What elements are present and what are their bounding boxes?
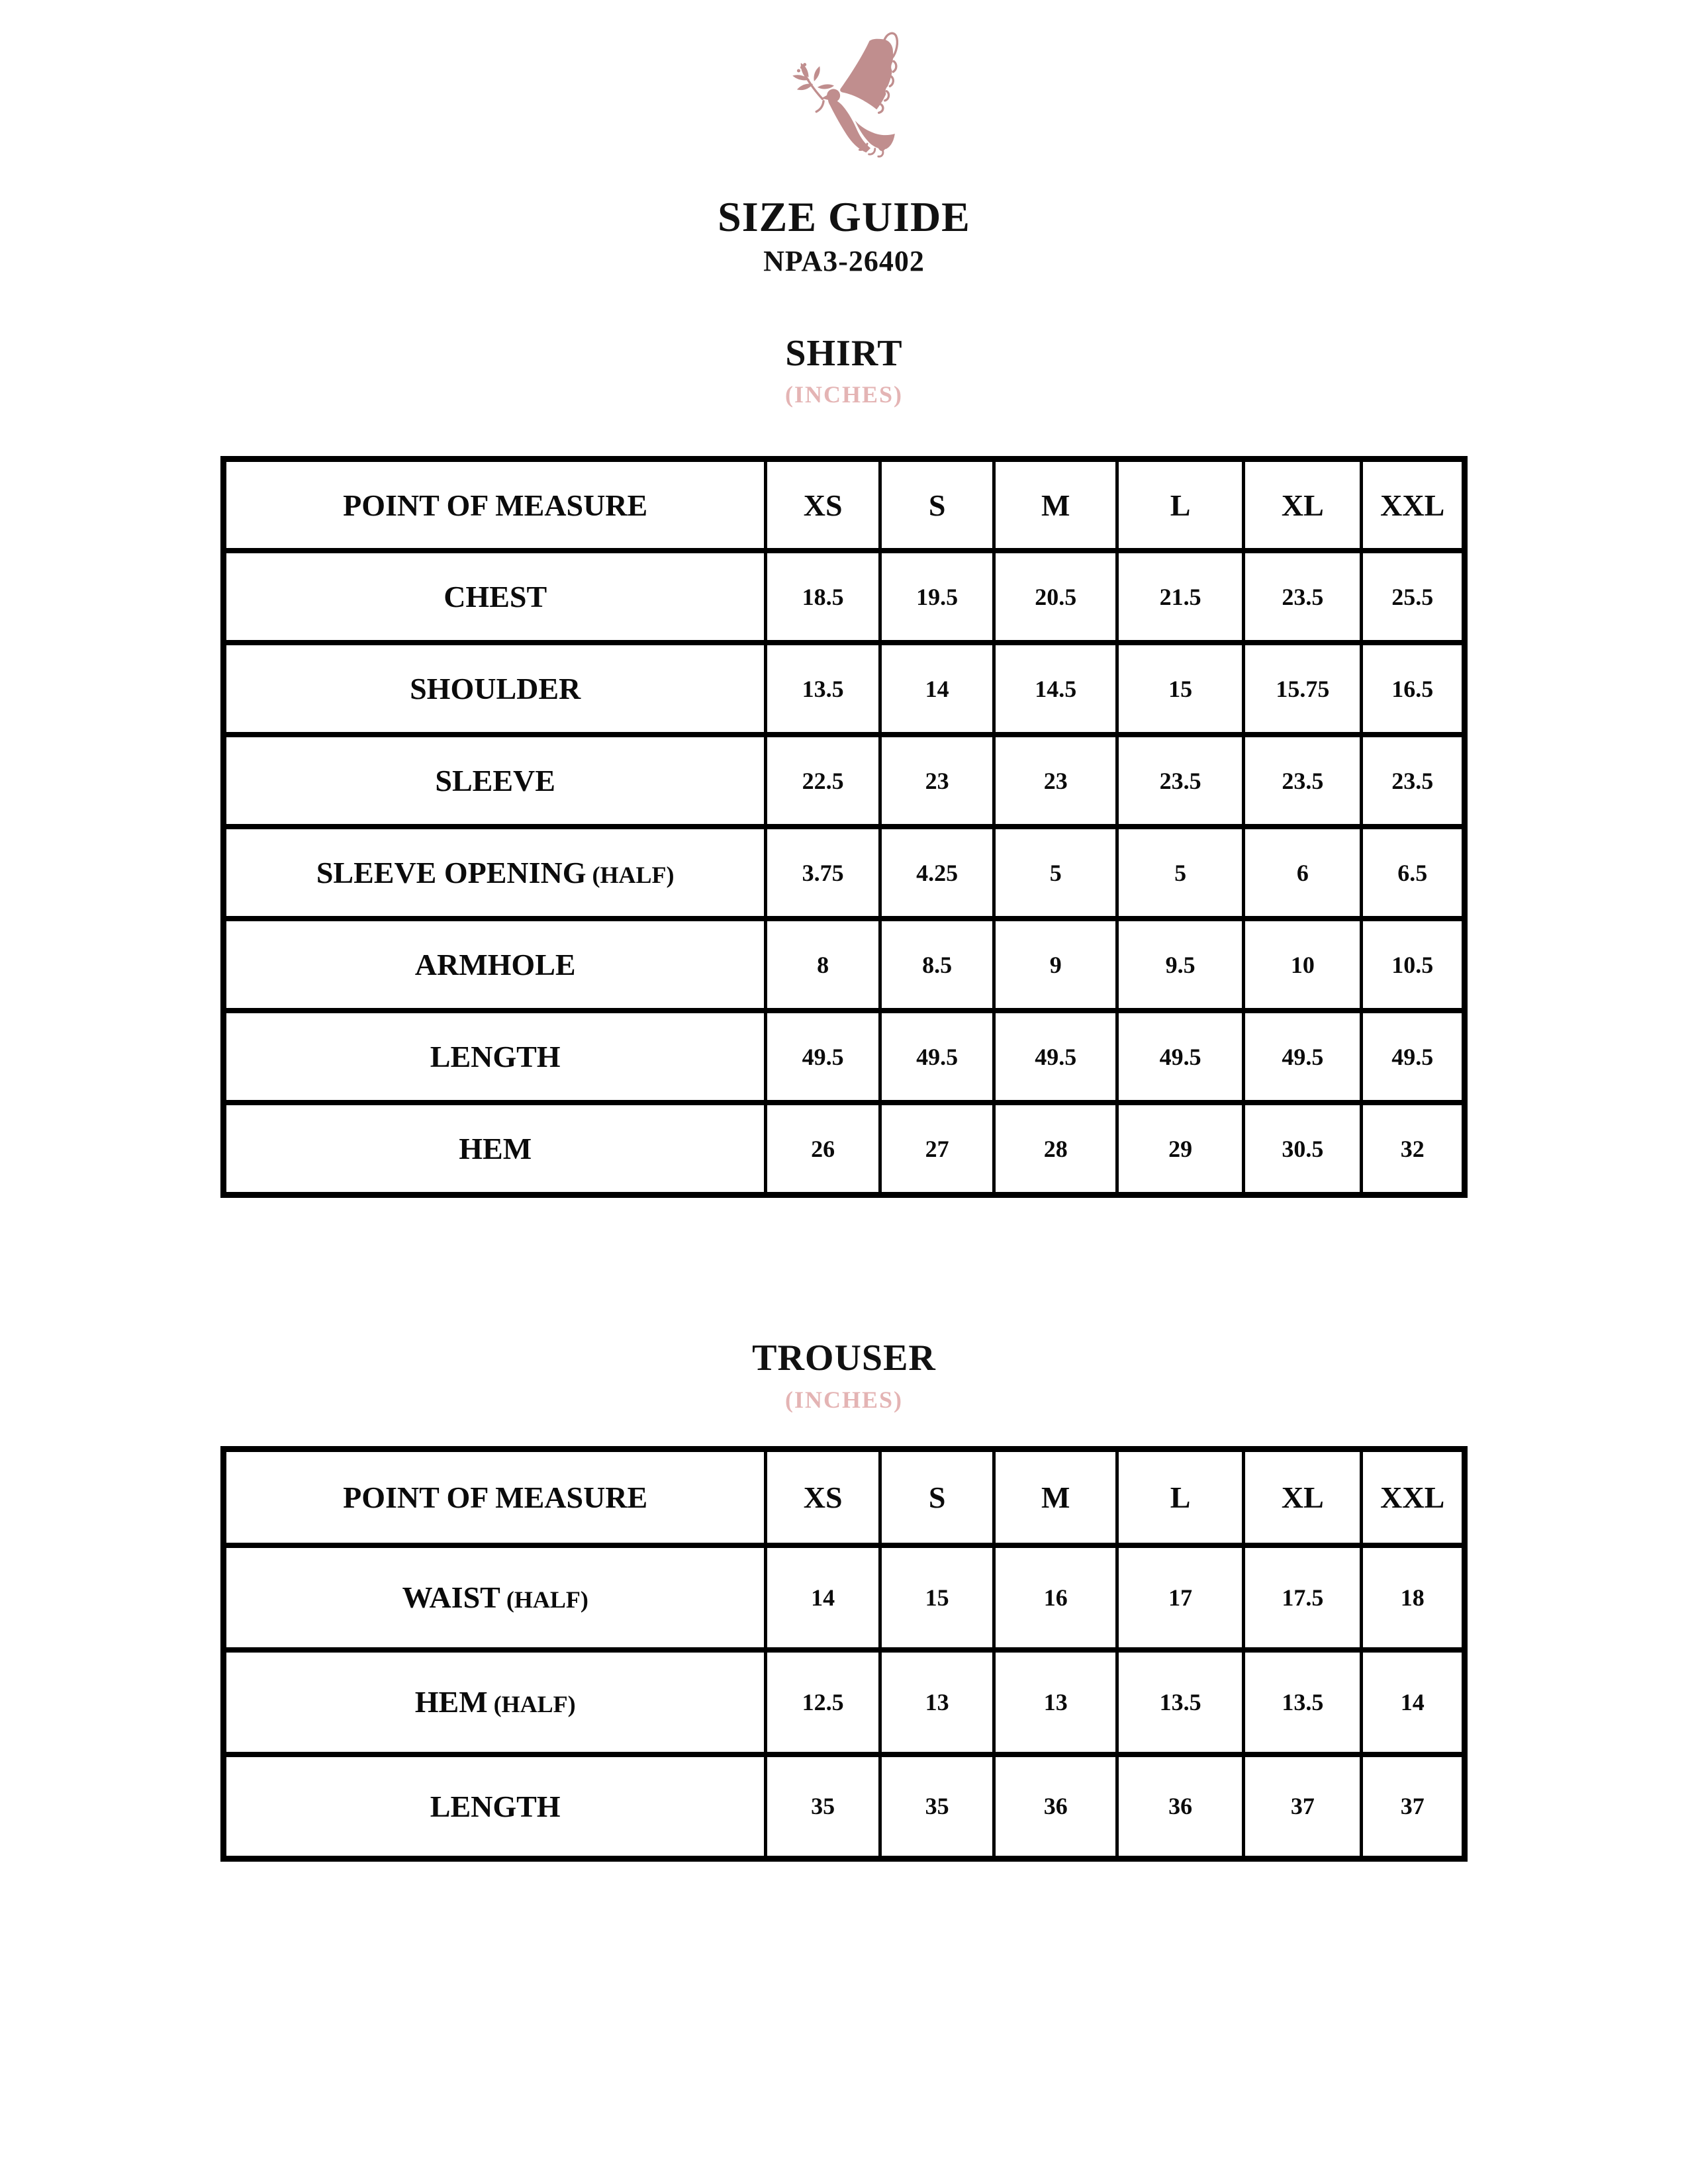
size-column-header: L: [1117, 459, 1244, 551]
size-value: 13: [994, 1650, 1117, 1754]
size-value: 49.5: [1244, 1011, 1362, 1103]
measure-row: [224, 1545, 1465, 1650]
section-title-trouser: TROUSER: [752, 1337, 936, 1379]
masthead: [0, 0, 1688, 278]
measure-row: [224, 827, 1465, 919]
page-title: SIZE GUIDE: [718, 193, 970, 240]
measure-label: WAIST (HALF): [224, 1545, 766, 1650]
section-head-trouser: [0, 1338, 1688, 1413]
size-value: 49.5: [880, 1011, 994, 1103]
size-value: 32: [1362, 1103, 1465, 1195]
size-value: 15.75: [1244, 643, 1362, 735]
size-column-header: XS: [766, 459, 880, 551]
size-value: 36: [1117, 1754, 1244, 1859]
size-value: 13.5: [1244, 1650, 1362, 1754]
size-value: 13.5: [766, 643, 880, 735]
measure-label: SLEEVE OPENING (HALF): [224, 827, 766, 919]
size-value: 35: [880, 1754, 994, 1859]
measure-label: LENGTH: [224, 1754, 766, 1859]
size-value: 6.5: [1362, 827, 1465, 919]
size-value: 10.5: [1362, 919, 1465, 1011]
size-value: 21.5: [1117, 551, 1244, 643]
size-value: 12.5: [766, 1650, 880, 1754]
size-value: 37: [1244, 1754, 1362, 1859]
size-value: 13.5: [1117, 1650, 1244, 1754]
size-value: 15: [880, 1545, 994, 1650]
size-value: 29: [1117, 1103, 1244, 1195]
size-value: 25.5: [1362, 551, 1465, 643]
measure-row: [224, 643, 1465, 735]
measure-row: [224, 1011, 1465, 1103]
measure-row: [224, 1754, 1465, 1859]
size-value: 20.5: [994, 551, 1117, 643]
size-column-header: XXL: [1362, 1449, 1465, 1545]
size-value: 9: [994, 919, 1117, 1011]
size-value: 23.5: [1117, 735, 1244, 827]
size-value: 6: [1244, 827, 1362, 919]
measure-label: SLEEVE: [224, 735, 766, 827]
size-value: 35: [766, 1754, 880, 1859]
size-value: 4.25: [880, 827, 994, 919]
size-value: 8.5: [880, 919, 994, 1011]
size-value: 16: [994, 1545, 1117, 1650]
size-value: 49.5: [1117, 1011, 1244, 1103]
measure-label: HEM (HALF): [224, 1650, 766, 1754]
size-value: 23: [994, 735, 1117, 827]
size-value: 8: [766, 919, 880, 1011]
size-value: 36: [994, 1754, 1117, 1859]
measure-label: LENGTH: [224, 1011, 766, 1103]
point-of-measure-header: POINT OF MEASURE: [224, 459, 766, 551]
section-head-shirt: [0, 334, 1688, 408]
measure-label-qualifier: (HALF): [500, 1586, 588, 1614]
trouser-size-table: [220, 1446, 1468, 1862]
size-column-header: L: [1117, 1449, 1244, 1545]
measure-row: [224, 735, 1465, 827]
size-column-header: M: [994, 459, 1117, 551]
size-value: 23.5: [1362, 735, 1465, 827]
size-value: 14: [1362, 1650, 1465, 1754]
size-column-header: S: [880, 1449, 994, 1545]
size-value: 5: [994, 827, 1117, 919]
size-value: 23: [880, 735, 994, 827]
size-column-header: M: [994, 1449, 1117, 1545]
size-column-header: S: [880, 459, 994, 551]
size-value: 18.5: [766, 551, 880, 643]
measure-row: [224, 551, 1465, 643]
unit-label-shirt: (INCHES): [784, 381, 904, 408]
size-value: 17.5: [1244, 1545, 1362, 1650]
measure-label: ARMHOLE: [224, 919, 766, 1011]
measure-row: [224, 919, 1465, 1011]
size-value: 10: [1244, 919, 1362, 1011]
dove-olive-branch-icon: [781, 26, 907, 181]
measure-label: HEM: [224, 1103, 766, 1195]
size-value: 49.5: [1362, 1011, 1465, 1103]
measure-row: [224, 1650, 1465, 1754]
measure-label: SHOULDER: [224, 643, 766, 735]
size-value: 28: [994, 1103, 1117, 1195]
measure-label-qualifier: (HALF): [487, 1691, 576, 1718]
size-value: 23.5: [1244, 551, 1362, 643]
size-value: 49.5: [766, 1011, 880, 1103]
brand-logo: [781, 26, 907, 181]
size-column-header: XS: [766, 1449, 880, 1545]
size-value: 37: [1362, 1754, 1465, 1859]
size-value: 9.5: [1117, 919, 1244, 1011]
size-value: 19.5: [880, 551, 994, 643]
size-value: 30.5: [1244, 1103, 1362, 1195]
size-value: 23.5: [1244, 735, 1362, 827]
size-value: 27: [880, 1103, 994, 1195]
product-code: NPA3-26402: [763, 245, 925, 278]
size-value: 49.5: [994, 1011, 1117, 1103]
size-value: 18: [1362, 1545, 1465, 1650]
measure-label-qualifier: (HALF): [586, 862, 675, 889]
size-column-header: XL: [1244, 1449, 1362, 1545]
size-value: 22.5: [766, 735, 880, 827]
size-value: 5: [1117, 827, 1244, 919]
measure-label: CHEST: [224, 551, 766, 643]
size-value: 14.5: [994, 643, 1117, 735]
measure-row: [224, 1103, 1465, 1195]
size-value: 17: [1117, 1545, 1244, 1650]
unit-label-trouser: (INCHES): [784, 1386, 904, 1413]
size-column-header: XL: [1244, 459, 1362, 551]
table-header-row: [224, 459, 1465, 551]
size-value: 14: [766, 1545, 880, 1650]
size-value: 13: [880, 1650, 994, 1754]
shirt-size-table: [220, 456, 1468, 1198]
point-of-measure-header: POINT OF MEASURE: [224, 1449, 766, 1545]
size-value: 26: [766, 1103, 880, 1195]
section-title-shirt: SHIRT: [785, 332, 903, 374]
size-value: 15: [1117, 643, 1244, 735]
size-value: 16.5: [1362, 643, 1465, 735]
table-header-row: [224, 1449, 1465, 1545]
size-value: 3.75: [766, 827, 880, 919]
size-column-header: XXL: [1362, 459, 1465, 551]
size-value: 14: [880, 643, 994, 735]
